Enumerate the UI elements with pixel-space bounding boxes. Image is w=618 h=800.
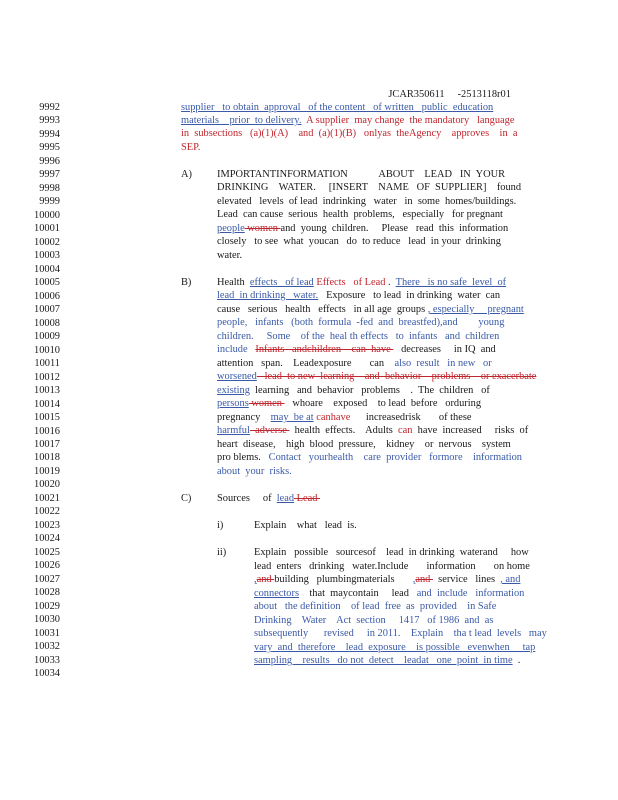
text-segment: heart disease, high blood pressure, kidney or nervous system xyxy=(217,439,511,450)
text-segment: subsequently revised in 2011. Explain tha t lead levels may xyxy=(254,628,547,639)
text-segment: Exposure to lead in drinking water can xyxy=(318,290,501,301)
inserted-text: connectors xyxy=(254,588,300,599)
text-segment: Explain possible sourcesof lead in drinking waterand how xyxy=(254,547,529,558)
line-number: 10009 xyxy=(34,331,60,343)
inserted-text: materials prior to delivery. xyxy=(181,115,302,126)
line-number: 9993 xyxy=(39,115,60,127)
line-number: 10016 xyxy=(34,425,60,437)
text-segment: pro blems. xyxy=(217,452,269,463)
text-segment: closely to see what youcan do to reduce lead in your drinking xyxy=(217,236,501,247)
line-number: 10033 xyxy=(34,654,60,666)
inserted-text: sampling results do not detect leadat one point in time xyxy=(254,655,513,666)
text-segment: Sources of xyxy=(217,493,277,504)
text-segment: water. xyxy=(217,250,243,261)
line-number: 10003 xyxy=(34,250,60,262)
text-line xyxy=(254,519,357,532)
text-segment: health effects. Adults xyxy=(289,425,399,436)
text-segment: people, infants (both formula -fed and breastfed),and young xyxy=(217,317,505,328)
text-segment: Drinking Water Act section 1417 of 1986 and as xyxy=(254,615,494,626)
inserted-text: , and xyxy=(500,574,521,585)
text-line xyxy=(254,560,530,573)
deleted-text: women xyxy=(244,223,281,234)
line-number: 10004 xyxy=(34,263,60,275)
text-segment: also result in new or xyxy=(394,358,492,369)
text-segment: include xyxy=(217,344,256,355)
text-line xyxy=(217,384,490,397)
text-line xyxy=(181,114,514,127)
text-line xyxy=(254,587,524,600)
line-number: 10029 xyxy=(34,600,60,612)
deleted-text: Infants andchildren can have xyxy=(255,344,394,355)
text-segment: Explain what lead is. xyxy=(254,520,357,531)
text-segment: about the definition of lead free as provided in Safe xyxy=(254,601,497,612)
text-line xyxy=(217,546,226,559)
text-line xyxy=(181,168,192,181)
line-number: 10022 xyxy=(34,506,60,518)
text-line xyxy=(217,330,499,343)
deleted-text: lead to new learning and behavior problems or exacerbate xyxy=(256,371,537,382)
text-line xyxy=(217,208,503,221)
line-number: 10006 xyxy=(34,290,60,302)
line-number: 9999 xyxy=(39,196,60,208)
line-number: 10024 xyxy=(34,533,60,545)
inserted-text: supplier to obtain approval of the content of written public education xyxy=(181,102,494,113)
text-line xyxy=(217,492,320,505)
text-line xyxy=(254,614,493,627)
text-segment: decreases in IQ and xyxy=(393,344,496,355)
text-line xyxy=(254,641,535,654)
inserted-text: , especially pregnant xyxy=(427,304,524,315)
line-number: 10014 xyxy=(34,398,60,410)
text-segment: . xyxy=(385,277,396,288)
inserted-text: harmful xyxy=(217,425,250,436)
text-segment: IMPORTANTINFORMATION ABOUT LEAD IN YOUR xyxy=(217,169,506,180)
deleted-text: Lead xyxy=(294,493,321,504)
text-segment: A) xyxy=(181,169,192,180)
line-number: 9992 xyxy=(39,102,60,113)
text-segment: whoare exposed to lead before orduring xyxy=(284,398,482,409)
text-line xyxy=(254,573,520,586)
text-line xyxy=(217,276,506,289)
inserted-text: There is no safe level of xyxy=(395,277,507,288)
text-line xyxy=(217,316,504,329)
text-segment: Contact yourhealth care provider formore information xyxy=(268,452,523,463)
line-number: 10000 xyxy=(34,209,60,221)
text-line xyxy=(217,519,223,532)
text-line xyxy=(217,303,524,316)
line-number: 10010 xyxy=(34,344,60,356)
text-segment: elevated levels of lead indrinking water in some homes/buildings. xyxy=(217,196,517,207)
line-number: 10019 xyxy=(34,465,60,477)
line-number: 10027 xyxy=(34,573,60,585)
line-number: 10005 xyxy=(34,277,60,289)
text-line xyxy=(217,357,492,370)
text-segment: i) xyxy=(217,520,224,531)
line-number: 9997 xyxy=(39,169,60,181)
text-line xyxy=(181,101,493,114)
line-number: 10030 xyxy=(34,614,60,626)
text-line xyxy=(217,235,501,248)
line-number: 10013 xyxy=(34,385,60,397)
line-number: 10025 xyxy=(34,546,60,558)
text-segment: Lead can cause serious health problems, especially for pregnant xyxy=(217,209,503,220)
line-number: 10012 xyxy=(34,371,60,383)
inserted-text: persons xyxy=(217,398,249,409)
inserted-text: vary and therefore lead exposure is possible evenwhen tap xyxy=(254,642,536,653)
text-line xyxy=(181,127,517,140)
text-line xyxy=(217,451,522,464)
text-segment: pregnancy xyxy=(217,412,271,423)
doc-id: JCAR350611 xyxy=(388,89,445,100)
line-number: 10018 xyxy=(34,452,60,464)
text-segment: and include information xyxy=(416,588,525,599)
line-number: 10032 xyxy=(34,641,60,653)
inserted-text: , xyxy=(412,574,416,585)
text-line xyxy=(254,546,529,559)
text-line xyxy=(217,181,521,194)
line-number: 9998 xyxy=(39,182,60,194)
inserted-text: people xyxy=(217,223,245,234)
line-number: 10028 xyxy=(34,587,60,599)
deleted-text: and xyxy=(415,574,433,585)
deleted-text: and xyxy=(256,574,275,585)
text-line xyxy=(217,195,516,208)
text-line xyxy=(181,276,191,289)
line-number: 9994 xyxy=(39,128,60,140)
text-segment: B) xyxy=(181,277,192,288)
text-segment: attention span. Leadexposure can xyxy=(217,358,395,369)
text-segment: service lines xyxy=(432,574,501,585)
text-line xyxy=(217,249,242,262)
text-segment: building plumbingmaterials xyxy=(274,574,413,585)
line-number: 10026 xyxy=(34,560,60,572)
line-number: 10007 xyxy=(34,304,60,316)
text-segment: and young children. Please read this information xyxy=(280,223,509,234)
line-number: 10001 xyxy=(34,223,60,235)
text-segment: children. Some of the heal th effects to infants and children xyxy=(217,331,500,342)
text-line xyxy=(217,465,292,478)
line-number: 10031 xyxy=(34,627,60,639)
line-number: 9996 xyxy=(39,155,60,167)
text-line xyxy=(217,397,481,410)
text-segment: C) xyxy=(181,493,192,504)
text-line xyxy=(217,168,505,181)
inserted-text: worsened xyxy=(217,371,257,382)
inserted-text: existing xyxy=(217,385,250,396)
inserted-text: , xyxy=(254,574,257,585)
text-line xyxy=(254,627,547,640)
text-line xyxy=(181,141,200,154)
line-number: 10008 xyxy=(34,317,60,329)
text-line xyxy=(217,438,511,451)
text-line xyxy=(217,370,536,383)
text-segment: can xyxy=(398,425,413,436)
line-number: 9995 xyxy=(39,142,60,154)
text-line xyxy=(254,600,496,613)
text-segment: have increased risks of xyxy=(412,425,529,436)
inserted-text: lead in drinking water. xyxy=(217,290,319,301)
line-number: 10023 xyxy=(34,519,60,531)
deleted-text: women xyxy=(248,398,285,409)
text-line xyxy=(217,424,528,437)
deleted-text: adverse xyxy=(249,425,290,436)
line-number: 10034 xyxy=(34,668,60,680)
inserted-text: lead xyxy=(276,493,295,504)
text-segment: in subsections (a)(1)(A) and (a)(1)(B) onlyas theAgency approves in a xyxy=(181,128,518,139)
line-number: 10020 xyxy=(34,479,60,491)
text-segment: SEP. xyxy=(181,142,201,153)
text-segment: that maycontain lead xyxy=(299,588,417,599)
text-segment: DRINKING WATER. [INSERT NAME OF SUPPLIER] found xyxy=(217,182,522,193)
text-line xyxy=(217,411,472,424)
text-segment: . xyxy=(512,655,521,666)
text-line xyxy=(217,343,496,356)
line-number: 10002 xyxy=(34,236,60,248)
text-line xyxy=(254,654,520,667)
text-segment: canhave xyxy=(313,412,353,423)
line-number: 10011 xyxy=(34,358,60,370)
text-segment: cause serious health effects in all age groups xyxy=(217,304,428,315)
text-segment: lead enters drinking water.Include information on home xyxy=(254,561,530,572)
inserted-text: effects of lead xyxy=(249,277,314,288)
line-number: 10017 xyxy=(34,439,60,450)
text-line xyxy=(217,222,508,235)
text-segment: Health xyxy=(217,277,250,288)
inserted-text: may be at xyxy=(270,412,314,423)
doc-revision: -2513118r01 xyxy=(457,89,511,100)
text-segment: about your risks. xyxy=(217,466,292,477)
text-segment: Effects of Lead xyxy=(313,277,386,288)
text-segment: A supplier may change the mandatory language xyxy=(301,115,515,126)
text-segment: ii) xyxy=(217,547,227,558)
text-segment: increasedrisk of these xyxy=(352,412,472,423)
text-line xyxy=(217,289,500,302)
line-number: 10021 xyxy=(34,492,60,504)
text-line xyxy=(181,492,191,505)
line-number: 10015 xyxy=(34,412,60,424)
text-segment: learning and behavior problems . The children of xyxy=(249,385,490,396)
